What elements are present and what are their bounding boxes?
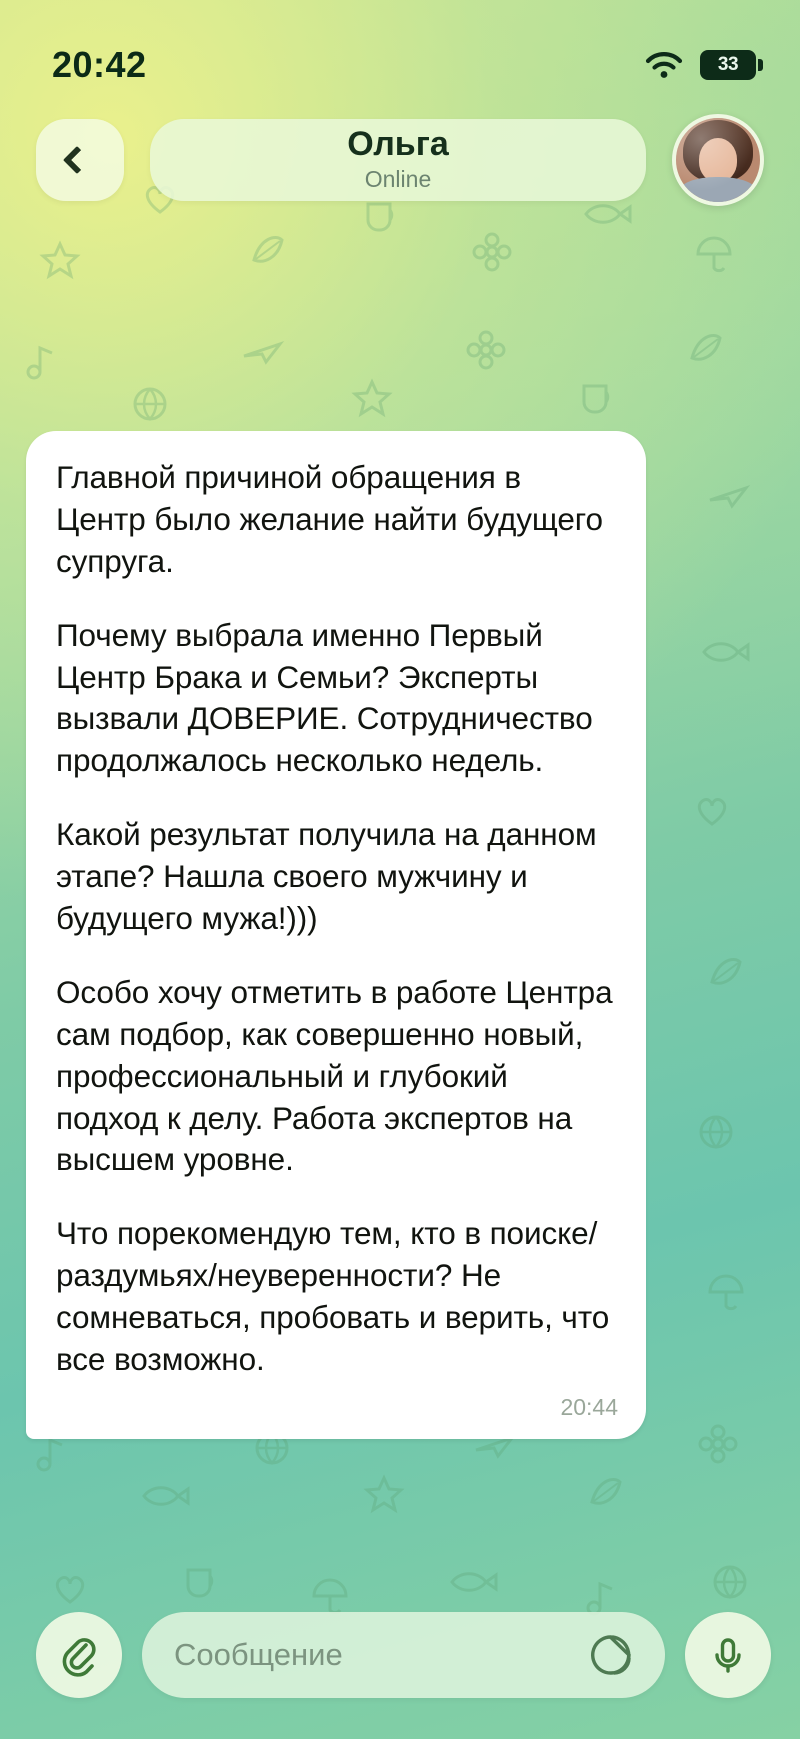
message-paragraph: Что порекомендую тем, кто в поиске/раздумьях/неуверенности? Не сомневаться, пробовать и верить, что все возможно. — [56, 1215, 610, 1378]
attach-button[interactable] — [36, 1612, 122, 1698]
avatar-highlight — [676, 118, 760, 202]
chevron-left-icon — [63, 146, 91, 174]
chat-title-pill[interactable] — [150, 119, 646, 201]
voice-record-button[interactable] — [685, 1612, 771, 1698]
message-composer — [0, 1571, 800, 1739]
message-paragraph: Почему выбрала именно Первый Центр Брака и Семьи? Эксперты вызвали ДОВЕРИЕ. Сотрудничество продолжалось несколько недель. — [56, 616, 593, 779]
message-paragraph: Особо хочу отметить в работе Центра сам подбор, как совершенно новый, профессиональный и глубокий подход к делу. Работа экспертов на высшем уровне. — [56, 973, 613, 1178]
message-list[interactable] — [0, 230, 800, 1559]
sticker-icon[interactable] — [587, 1631, 635, 1679]
chat-header — [0, 116, 800, 204]
message-bubble-incoming[interactable] — [26, 431, 646, 1439]
status-bar — [0, 0, 800, 104]
status-bar-indicators — [644, 50, 756, 80]
microphone-icon — [706, 1633, 750, 1677]
message-input-wrapper[interactable] — [142, 1612, 665, 1698]
message-input[interactable] — [172, 1636, 575, 1674]
chat-name: Ольга — [347, 125, 449, 164]
message-paragraph: Главной причиной обращения в Центр было желание найти будущего супруга. — [56, 459, 603, 579]
status-bar-clock: 20:42 — [52, 44, 147, 85]
chat-status: Online — [364, 165, 432, 192]
paperclip-icon — [57, 1633, 101, 1677]
battery-icon — [700, 50, 756, 80]
message-timestamp: 20:44 — [560, 1393, 618, 1420]
battery-level: 33 — [717, 54, 739, 75]
back-button[interactable] — [36, 119, 124, 201]
wifi-icon — [644, 50, 684, 80]
message-paragraph: Какой результат получила на данном этапе? Нашла своего мужчину и будущего мужа!))) — [56, 816, 597, 937]
avatar[interactable] — [672, 114, 764, 206]
